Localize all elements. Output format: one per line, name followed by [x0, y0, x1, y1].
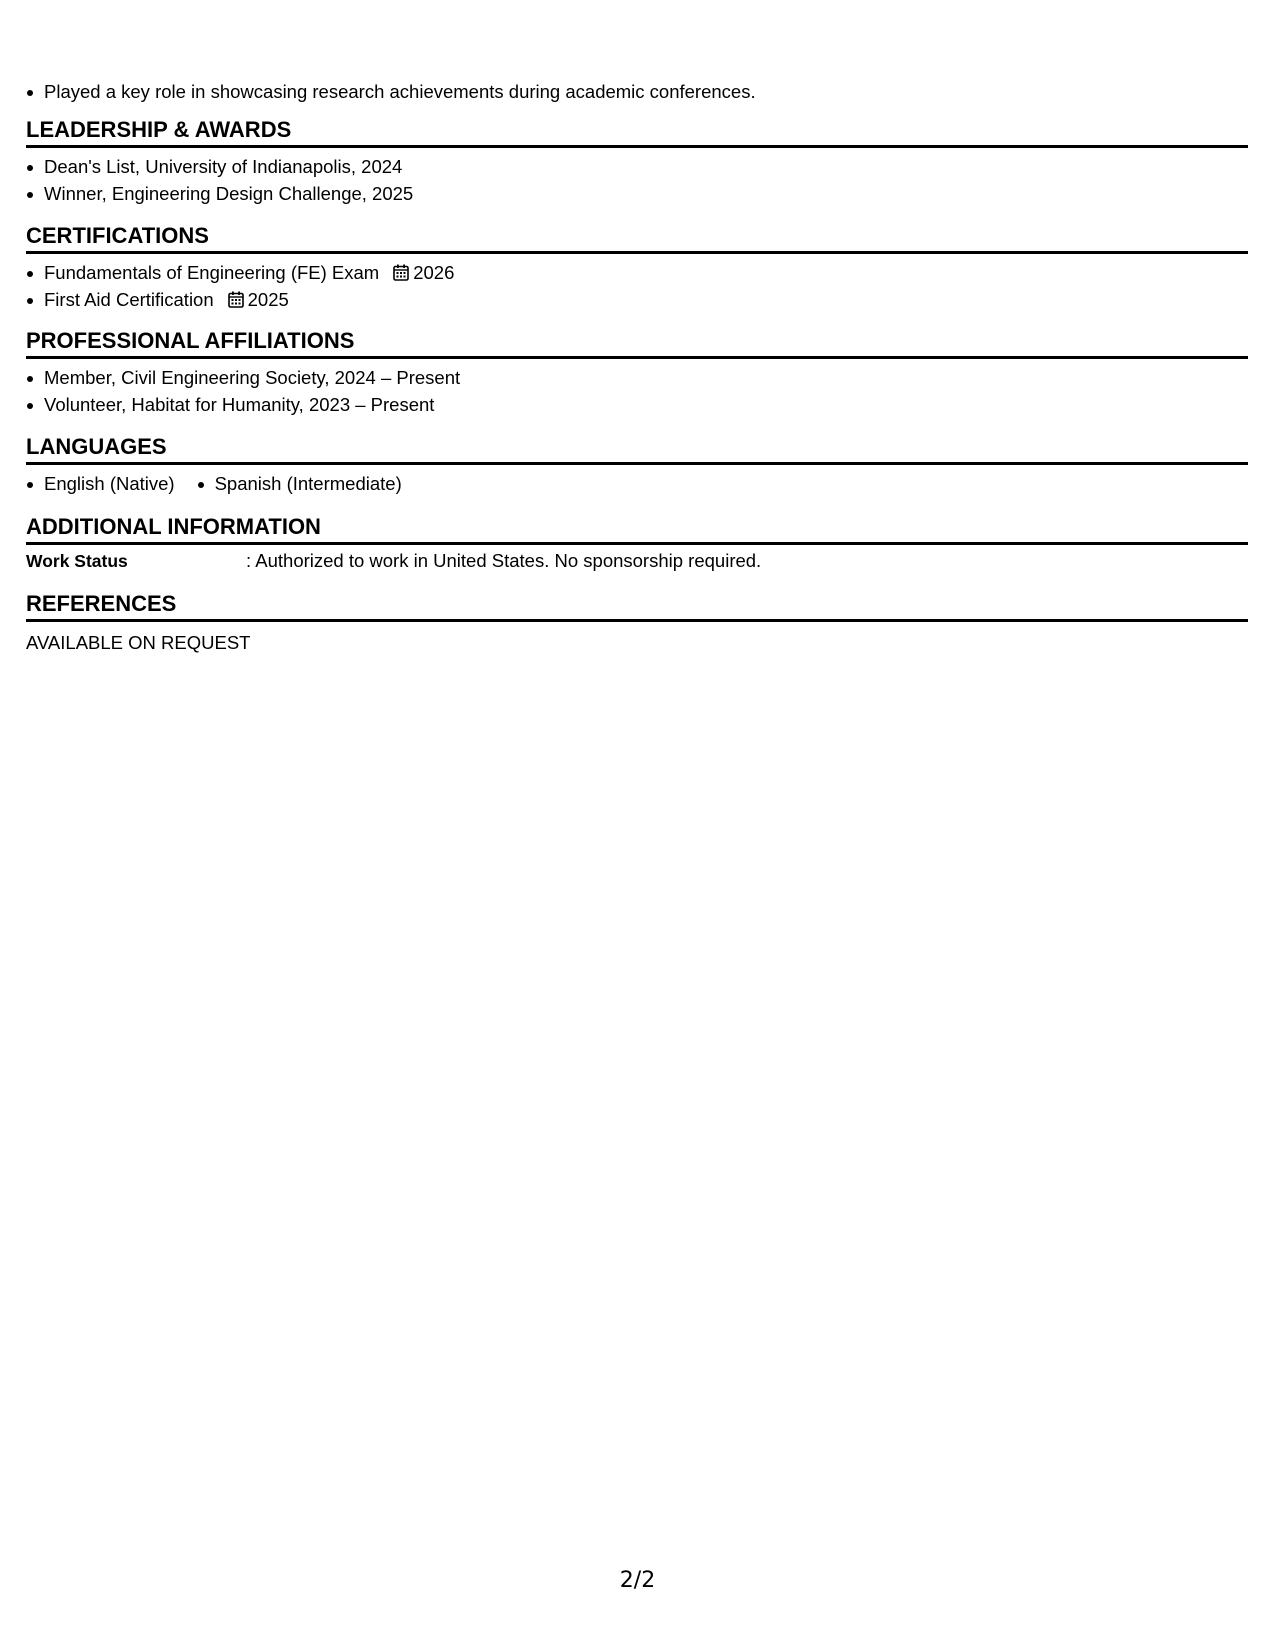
list-item: Dean's List, University of Indianapolis, 2024	[26, 154, 1248, 181]
list-item: Member, Civil Engineering Society, 2024 – Present	[26, 365, 1248, 392]
section-title: ADDITIONAL INFORMATION	[26, 513, 1248, 545]
resume-page	[26, 0, 1248, 1650]
certification-year: 2026	[413, 262, 455, 283]
section-additional-information	[26, 513, 1248, 574]
list-item	[26, 260, 1248, 287]
calendar-icon	[393, 264, 409, 281]
references-text: AVAILABLE ON REQUEST	[26, 632, 251, 653]
certification-year: 2025	[247, 288, 289, 310]
info-row	[26, 548, 1248, 574]
info-label: Work Status	[26, 551, 128, 571]
list-item: Spanish (Intermediate)	[197, 471, 402, 498]
section-title: PROFESSIONAL AFFILIATIONS	[26, 327, 1248, 359]
languages-list	[26, 471, 1248, 498]
list-item	[26, 287, 1248, 314]
section-title: REFERENCES	[26, 590, 1248, 622]
list-item: Played a key role in showcasing research achievements during academic conferences.	[26, 79, 756, 106]
section-professional-affiliations	[26, 327, 1248, 418]
section-certifications	[26, 222, 1248, 313]
page-number: 2/2	[619, 1568, 656, 1593]
section-title: CERTIFICATIONS	[26, 222, 1248, 254]
section-references	[26, 590, 1248, 656]
list-item: Volunteer, Habitat for Humanity, 2023 – Present	[26, 392, 1248, 419]
info-value: : Authorized to work in United States. No sponsorship required.	[246, 550, 762, 571]
experience-continued-list	[26, 79, 756, 106]
calendar-icon	[228, 291, 244, 308]
section-languages	[26, 433, 1248, 498]
certifications-list	[26, 260, 1248, 313]
certification-name: Fundamentals of Engineering (FE) Exam	[44, 262, 380, 283]
awards-list	[26, 154, 1248, 207]
list-item: Winner, Engineering Design Challenge, 2025	[26, 181, 1248, 208]
list-item: English (Native)	[26, 471, 175, 498]
section-title: LEADERSHIP & AWARDS	[26, 116, 1248, 148]
section-leadership-awards	[26, 116, 1248, 207]
section-title: LANGUAGES	[26, 433, 1248, 465]
affiliations-list	[26, 365, 1248, 418]
certification-name: First Aid Certification	[44, 288, 214, 310]
